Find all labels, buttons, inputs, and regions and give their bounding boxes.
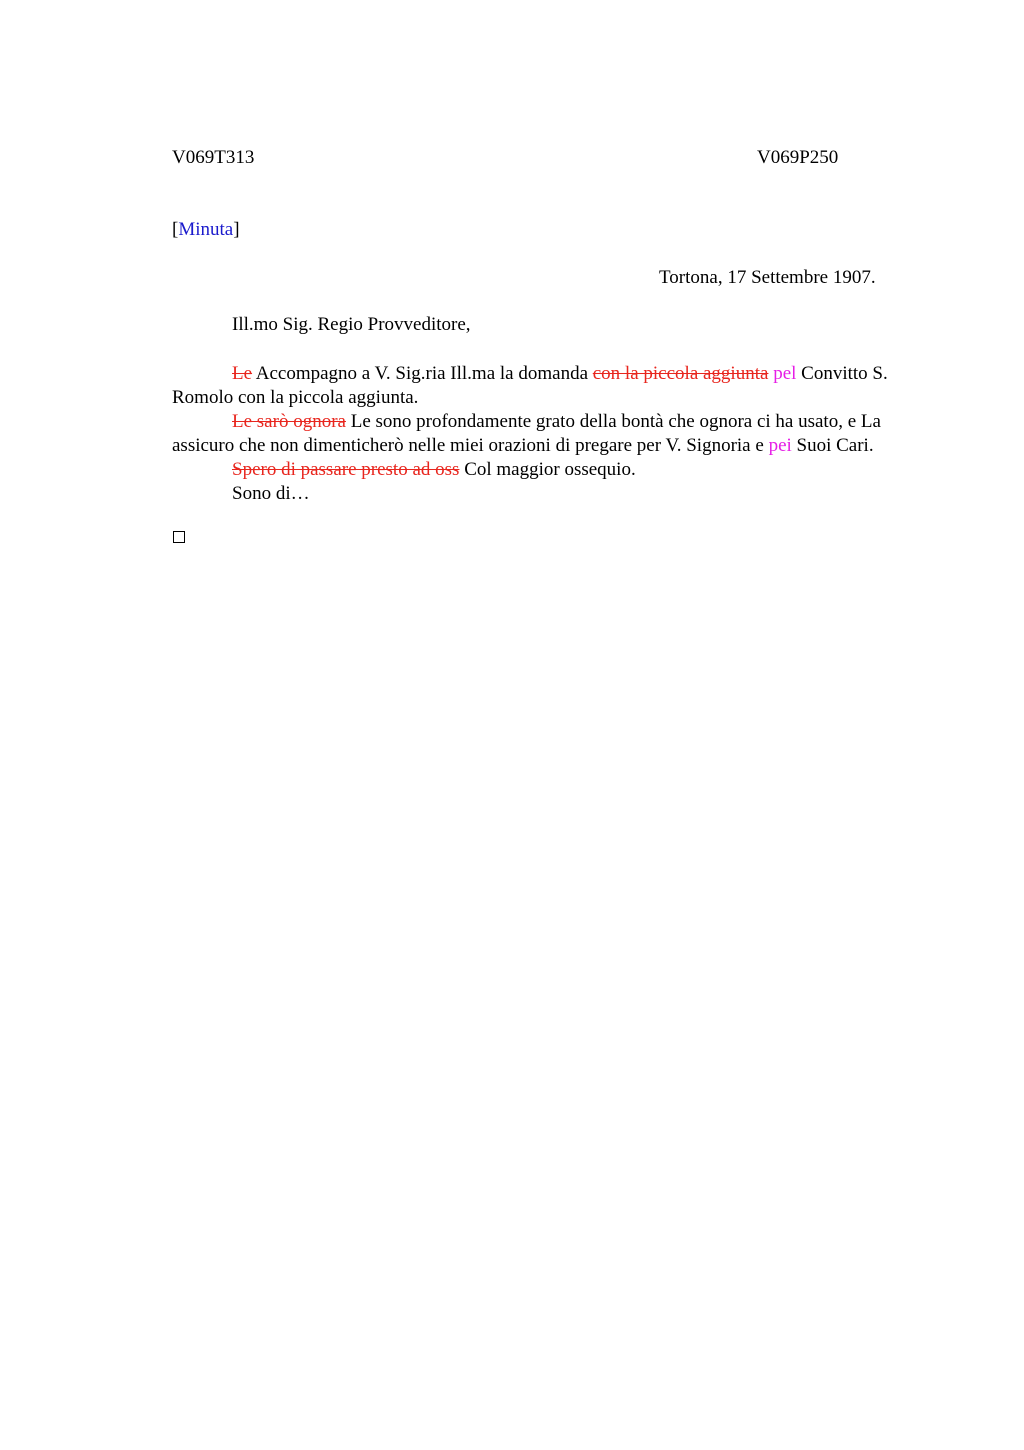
paragraph-1 — [172, 362, 932, 410]
minuta-word: Minuta — [178, 219, 234, 240]
salutation: Ill.mo Sig. Regio Provveditore, — [232, 314, 471, 335]
open-bracket: [ — [172, 219, 179, 240]
minuta-label — [172, 219, 240, 241]
deleted-text: Spero di passare presto ad oss — [232, 459, 460, 480]
close-bracket: ] — [233, 219, 240, 240]
paragraph-3 — [172, 458, 932, 482]
body-text: Convitto S. Romolo con la piccola aggiunta. — [172, 363, 888, 408]
inserted-text: pel — [773, 363, 797, 384]
inserted-text: pei — [768, 435, 792, 456]
deleted-text: con la piccola aggiunta — [592, 363, 769, 384]
document-ref-right: V069P250 — [757, 147, 839, 168]
letter-body — [172, 362, 932, 506]
body-text: Le sono profondamente grato della bontà che ognora ci ha usato, e La assicuro che non dimenticherò nelle miei orazioni di pregare per V. Signoria e — [172, 411, 881, 456]
body-text: Accompagno a V. Sig.ria Ill.ma la domanda — [252, 363, 593, 384]
body-text: Suoi Cari. — [791, 435, 874, 456]
body-text: Col maggior ossequio. — [459, 459, 636, 480]
closing-line: Sono di… — [232, 483, 310, 504]
deleted-text: Le — [232, 363, 253, 384]
deleted-text: Le sarò ognora — [232, 411, 346, 432]
paragraph-2 — [172, 410, 932, 458]
empty-square-icon — [173, 531, 185, 543]
dateline: Tortona, 17 Settembre 1907. — [659, 267, 876, 288]
document-ref-left: V069T313 — [172, 147, 255, 168]
